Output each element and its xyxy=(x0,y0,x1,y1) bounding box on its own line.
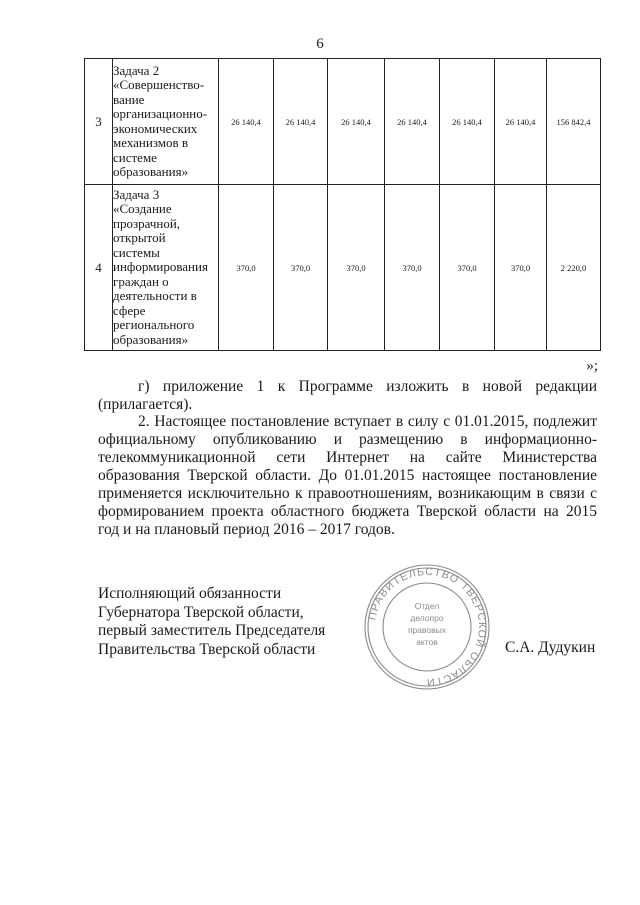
task-line: граждан о xyxy=(113,273,169,289)
task-line: «Совершенство- xyxy=(113,77,205,92)
value-cell: 26 140,4 xyxy=(274,59,328,185)
task-line: информирования xyxy=(113,259,208,275)
task-line: сфере xyxy=(113,302,146,318)
value-cell: 26 140,4 xyxy=(495,59,547,185)
task-line: системе xyxy=(113,149,157,165)
signatory-title-line: Губернатора Тверской области, xyxy=(98,603,304,621)
seal-inner-line: делопро xyxy=(410,613,444,623)
seal-outer-text-path: ПРАВИТЕЛЬСТВО ТВЕРСКОЙ ОБЛАСТИ xyxy=(366,565,489,689)
seal-inner-line: правовых xyxy=(407,625,447,635)
value-cell: 370,0 xyxy=(219,185,274,351)
paragraph-effective-date: 2. Настоящее постановление вступает в силу с 01.01.2015, подлежит официальному опубликованию и размещению в информационно-телекоммуникационной сети Интернет на сайте Министерства образования Тверской области. До 01.01.2015 настоящее постановление применяется исключительно к правоотношениям, возникающим в связи с формированием проекта областного бюджета Тверской области на 2015 год и на плановый период 2016 – 2017 годов. xyxy=(98,413,597,538)
signer-name: С.А. Дудукин xyxy=(505,639,596,656)
task-line: Задача 3 xyxy=(113,186,160,202)
task-line: механизмов в xyxy=(113,135,189,150)
value-cell: 370,0 xyxy=(495,185,547,351)
value-cell: 26 140,4 xyxy=(440,59,495,185)
task-line: вание xyxy=(113,91,145,107)
value-cell: 26 140,4 xyxy=(219,59,274,185)
value-cell: 370,0 xyxy=(385,185,440,351)
task-line: «Создание xyxy=(113,201,172,217)
value-cell: 370,0 xyxy=(440,185,495,351)
table-row xyxy=(85,185,601,351)
task-line: Задача 2 xyxy=(113,62,160,78)
task-name xyxy=(113,185,219,351)
value-cell: 370,0 xyxy=(328,185,385,351)
task-line: регионального xyxy=(113,317,195,333)
signatory-title xyxy=(98,585,325,659)
signatory-title-line: Исполняющий обязанности xyxy=(98,585,282,602)
value-cell: 26 140,4 xyxy=(385,59,440,185)
total-cell: 156 842,4 xyxy=(547,59,601,185)
seal-inner-line: Отдел xyxy=(414,601,440,611)
page-number: 6 xyxy=(316,36,324,52)
task-line: прозрачной, xyxy=(113,215,181,231)
paragraph-appendix: г) приложение 1 к Программе изложить в новой редакции (прилагается). xyxy=(98,378,597,413)
task-line: организационно- xyxy=(113,106,208,121)
row-number: 3 xyxy=(85,59,113,185)
task-line: системы xyxy=(113,244,160,260)
task-line: деятельности в xyxy=(113,288,197,304)
task-line: открытой xyxy=(113,230,166,246)
closing-quote: »; xyxy=(586,358,598,374)
task-line: образования» xyxy=(113,331,189,347)
seal-inner-line: актов xyxy=(416,637,438,647)
row-number: 4 xyxy=(85,185,113,351)
value-cell: 370,0 xyxy=(274,185,328,351)
task-line: экономических xyxy=(113,120,198,136)
value-cell: 26 140,4 xyxy=(328,59,385,185)
budget-table xyxy=(84,58,601,351)
signatory-title-line: первый заместитель Председателя xyxy=(98,622,326,639)
task-line: образования» xyxy=(113,164,189,179)
table-row xyxy=(85,59,601,185)
task-name xyxy=(113,59,219,185)
official-seal xyxy=(362,562,492,692)
total-cell: 2 220,0 xyxy=(547,185,601,351)
signatory-title-line: Правительства Тверской области xyxy=(98,640,316,658)
